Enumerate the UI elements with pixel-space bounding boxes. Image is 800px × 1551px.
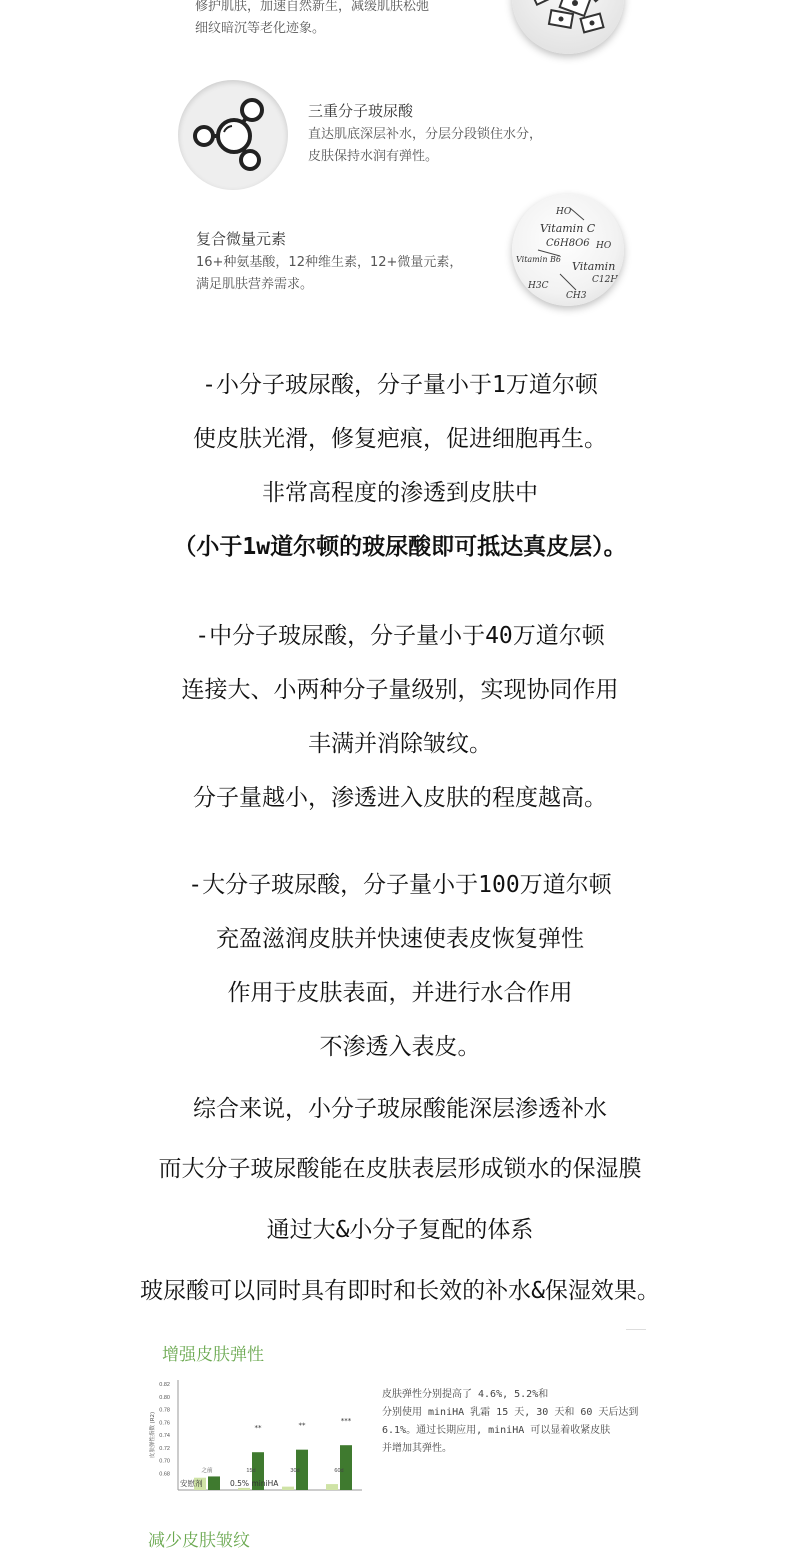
significance-marker: ** <box>298 1421 306 1430</box>
feature-1-description: 修护肌肤，加速自然新生，减缓肌肤松弛 细纹暗沉等老化迹象。 <box>195 0 430 36</box>
text-line: 玻尿酸可以同时具有即时和长效的补水&保湿效果。 <box>140 1278 660 1304</box>
bar-miniha <box>208 1476 220 1490</box>
y-tick-label: 0.76 <box>159 1420 170 1427</box>
text-line: 使皮肤光滑，修复疤痕，促进细胞再生。 <box>193 426 607 452</box>
vitamin-text-6: Vitamin <box>572 260 616 273</box>
feature-3-title: 复合微量元素 <box>196 230 287 248</box>
feature-2-title: 三重分子玻尿酸 <box>308 102 414 120</box>
vitamin-text-2: Vitamin C <box>540 222 596 235</box>
molecule-image <box>178 80 288 190</box>
text-line: -中分子玻尿酸，分子量小于40万道尔顿 <box>195 623 605 649</box>
text-line: 综合来说，小分子玻尿酸能深层渗透补水 <box>193 1096 607 1122</box>
vitamin-text-1: HO <box>556 207 572 217</box>
y-tick-label: 0.82 <box>159 1382 170 1388</box>
text-line: -小分子玻尿酸，分子量小于1万道尔顿 <box>202 372 598 398</box>
text-line: 丰满并消除皱纹。 <box>308 731 492 757</box>
vitamin-text-9: CH3 <box>566 291 587 301</box>
y-tick-label: 0.78 <box>159 1407 170 1414</box>
category-label: 60d <box>334 1468 344 1475</box>
feature-3-description: 16+种氨基酸，12种维生素，12+微量元素， 满足肌肤营养需求。 <box>196 255 463 292</box>
vitamin-text-5: Vitamin B6 <box>516 255 561 264</box>
text-line: 作用于皮肤表面，并进行水合作用 <box>227 980 573 1006</box>
vitamin-image <box>512 194 624 306</box>
y-tick-label: 0.74 <box>159 1433 170 1439</box>
chart-title: 增强皮肤弹性 <box>162 1345 264 1364</box>
text-line: 不渗透入表皮。 <box>319 1034 481 1060</box>
text-line: -大分子玻尿酸，分子量小于100万道尔顿 <box>188 872 612 898</box>
skin-texture-image <box>512 0 624 54</box>
vitamin-text-8: H3C <box>528 281 549 291</box>
next-section-title: 减少皮肤皱纹 <box>148 1531 250 1550</box>
y-tick-label: 0.72 <box>159 1445 170 1452</box>
y-tick-label: 0.68 <box>159 1471 170 1478</box>
series-label-placebo: 安慰剂 <box>180 1479 203 1488</box>
text-line: 分子量越小，渗透进入皮肤的程度越高。 <box>193 785 607 811</box>
feature-2-description: 直达肌底深层补水，分层分段锁住水分， 皮肤保持水润有弹性。 <box>308 127 543 164</box>
text-line-bold: （小于1w道尔顿的玻尿酸即可抵达真皮层）。 <box>173 534 627 560</box>
y-tick-label: 0.80 <box>159 1394 170 1401</box>
bar-placebo <box>238 1488 250 1490</box>
text-line: 而大分子玻尿酸能在皮肤表层形成锁水的保湿膜 <box>158 1156 642 1182</box>
category-label: 15d <box>246 1468 256 1475</box>
molecule-icon <box>178 80 288 190</box>
category-label: 30d <box>290 1468 300 1475</box>
series-label-miniha: 0.5% miniHA <box>230 1479 279 1488</box>
y-axis-label: 皮肤弹性指数 (R2) <box>150 1411 156 1459</box>
bar-placebo <box>326 1484 338 1490</box>
cells-icon <box>512 0 624 54</box>
text-line: 通过大&小分子复配的体系 <box>266 1217 534 1243</box>
y-tick-label: 0.70 <box>159 1458 170 1465</box>
vitamin-formula-icon <box>512 194 624 306</box>
category-label: 之前 <box>201 1468 213 1475</box>
significance-marker: *** <box>340 1417 352 1426</box>
vitamin-text-7: C12H <box>592 275 619 285</box>
vitamin-text-4: HO <box>596 241 612 251</box>
vitamin-text-3: C6H8O6 <box>546 238 590 249</box>
divider <box>626 1329 646 1330</box>
significance-marker: ** <box>254 1424 262 1433</box>
text-line: 非常高程度的渗透到皮肤中 <box>262 480 538 506</box>
text-line: 充盈滋润皮肤并快速使表皮恢复弹性 <box>216 926 584 952</box>
elasticity-chart <box>142 1374 374 1516</box>
text-line: 连接大、小两种分子量级别，实现协同作用 <box>181 677 619 703</box>
bar-placebo <box>282 1487 294 1490</box>
chart-note: 皮肤弹性分别提高了 4.6%, 5.2%和 分别使用 miniHA 乳霜 15 天, 30 天和 60 天后达到 6.1%。通过长期应用, miniHA 可以显着收紧皮肤 并增加其弹性。 <box>382 1389 639 1454</box>
features-section <box>0 0 800 330</box>
